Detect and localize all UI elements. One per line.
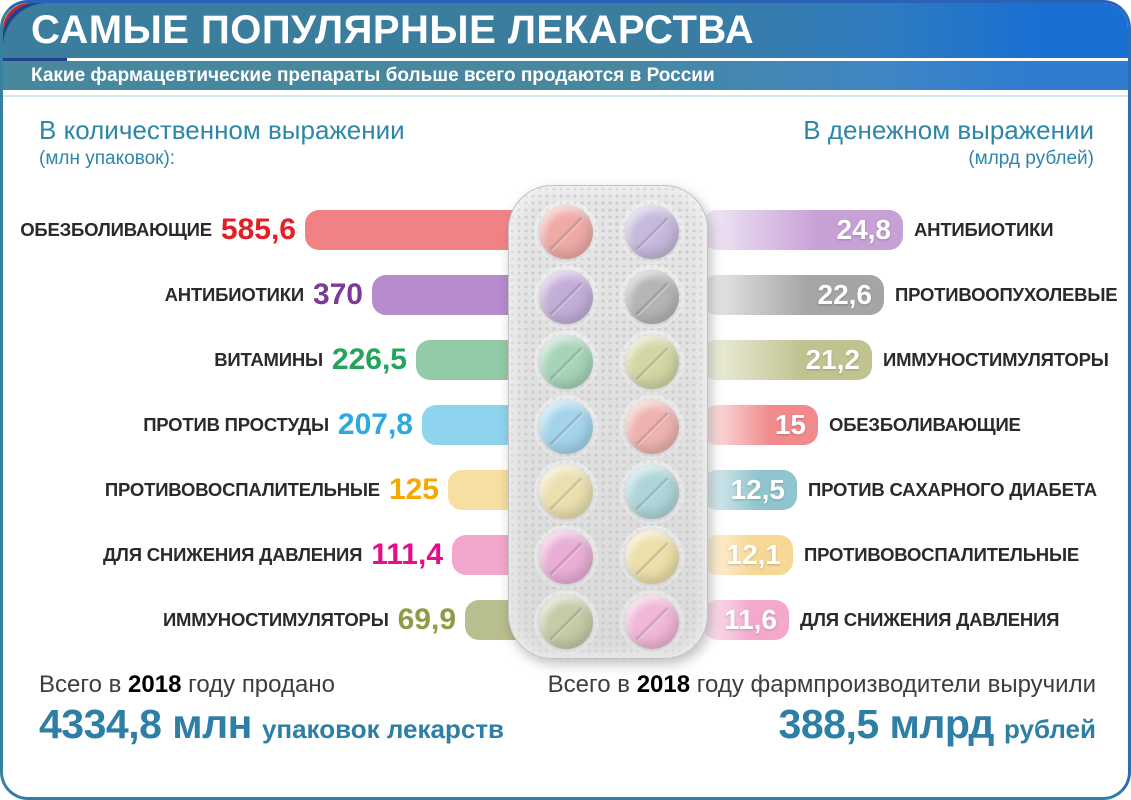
value-label: 11,6 xyxy=(724,604,777,635)
value-label: 370 xyxy=(312,278,363,311)
pill-icon xyxy=(625,530,679,584)
value-bar xyxy=(703,405,818,445)
page-title: САМЫЕ ПОПУЛЯРНЫЕ ЛЕКАРСТВА xyxy=(31,8,755,52)
category-label: АНТИБИОТИКИ xyxy=(914,219,1054,240)
total-year: 2018 xyxy=(128,671,182,698)
quantity-total-line2 xyxy=(39,701,504,748)
value-label: 12,1 xyxy=(726,539,781,570)
page-subtitle: Какие фармацевтические препараты больше всего продаются в России xyxy=(31,64,715,86)
money-section-heading xyxy=(803,115,1094,170)
total-suffix: году продано xyxy=(188,671,335,698)
money-total-line2 xyxy=(548,701,1096,748)
money-heading: В денежном выражении xyxy=(803,115,1094,145)
pill-icon xyxy=(539,530,593,584)
category-label: ПРОТИВ ПРОСТУДЫ xyxy=(143,414,329,435)
value-label: 125 xyxy=(388,473,439,506)
category-label: ПРОТИВООПУХОЛЕВЫЕ xyxy=(895,284,1118,305)
value-bar xyxy=(703,275,884,315)
total-unit: рублей xyxy=(1003,714,1096,744)
value-bar xyxy=(703,470,797,510)
pill-icon xyxy=(625,595,679,649)
money-row xyxy=(703,468,1109,512)
category-label: ДЛЯ СНИЖЕНИЯ ДАВЛЕНИЯ xyxy=(102,544,363,565)
total-prefix: Всего в xyxy=(39,671,122,698)
quantity-unit: (млн упаковок): xyxy=(39,148,176,169)
category-label: ПРОТИВОВОСПАЛИТЕЛЬНЫЕ xyxy=(804,544,1080,565)
money-row xyxy=(703,598,1109,642)
category-label: АНТИБИОТИКИ xyxy=(164,284,304,305)
value-label: 207,8 xyxy=(337,408,413,441)
header-divider xyxy=(3,95,1128,97)
pill-icon xyxy=(539,205,593,259)
pill-icon xyxy=(539,400,593,454)
header xyxy=(3,3,1128,58)
value-label: 226,5 xyxy=(331,343,407,376)
money-row xyxy=(703,403,1109,447)
pill-icon xyxy=(625,335,679,389)
pill-icon xyxy=(625,465,679,519)
pill-icon xyxy=(539,335,593,389)
pill-blister-pack xyxy=(508,185,708,659)
value-bar xyxy=(703,600,789,640)
value-label: 15 xyxy=(774,409,806,440)
category-label: ОБЕЗБОЛИВАЮЩИЕ xyxy=(20,219,212,240)
money-total xyxy=(548,671,1096,748)
quantity-total xyxy=(39,671,504,748)
total-value: 388,5 млрд xyxy=(778,701,994,747)
category-label: ПРОТИВОВОСПАЛИТЕЛЬНЫЕ xyxy=(104,479,380,500)
pill-icon xyxy=(625,400,679,454)
total-prefix: Всего в xyxy=(547,671,631,698)
category-label: ИММУНОСТИМУЛЯТОРЫ xyxy=(883,349,1109,370)
money-row xyxy=(703,338,1109,382)
money-total-line1 xyxy=(548,671,1096,699)
value-label: 21,2 xyxy=(805,344,860,375)
pill-icon xyxy=(625,270,679,324)
value-label: 24,8 xyxy=(836,214,891,245)
value-label: 69,9 xyxy=(397,603,456,636)
pill-icon xyxy=(539,465,593,519)
value-bar xyxy=(703,340,872,380)
quantity-heading: В количественном выражении xyxy=(39,115,405,145)
pill-icon xyxy=(625,205,679,259)
money-unit: (млрд рублей) xyxy=(968,148,1094,169)
category-label: ПРОТИВ САХАРНОГО ДИАБЕТА xyxy=(808,479,1097,500)
pill-icon xyxy=(539,270,593,324)
subheader xyxy=(3,61,1128,90)
value-label: 12,5 xyxy=(730,474,785,505)
total-value: 4334,8 млн xyxy=(39,701,252,747)
value-label: 22,6 xyxy=(817,279,872,310)
quantity-section-heading xyxy=(39,115,405,170)
pill-icon xyxy=(539,595,593,649)
total-unit: упаковок лекарств xyxy=(261,714,505,744)
quantity-total-line1 xyxy=(39,671,504,699)
money-row xyxy=(703,533,1109,577)
category-label: ДЛЯ СНИЖЕНИЯ ДАВЛЕНИЯ xyxy=(800,609,1060,630)
value-label: 585,6 xyxy=(220,213,296,246)
money-row xyxy=(703,273,1118,317)
total-year: 2018 xyxy=(636,671,691,698)
value-bar xyxy=(703,535,793,575)
total-suffix: году фармпроизводители выручили xyxy=(696,671,1096,698)
category-label: ОБЕЗБОЛИВАЮЩИЕ xyxy=(829,414,1021,435)
value-bar xyxy=(703,210,903,250)
category-label: ИММУНОСТИМУЛЯТОРЫ xyxy=(162,609,389,630)
value-label: 111,4 xyxy=(371,538,443,571)
money-row xyxy=(703,208,1109,252)
category-label: ВИТАМИНЫ xyxy=(214,349,323,370)
